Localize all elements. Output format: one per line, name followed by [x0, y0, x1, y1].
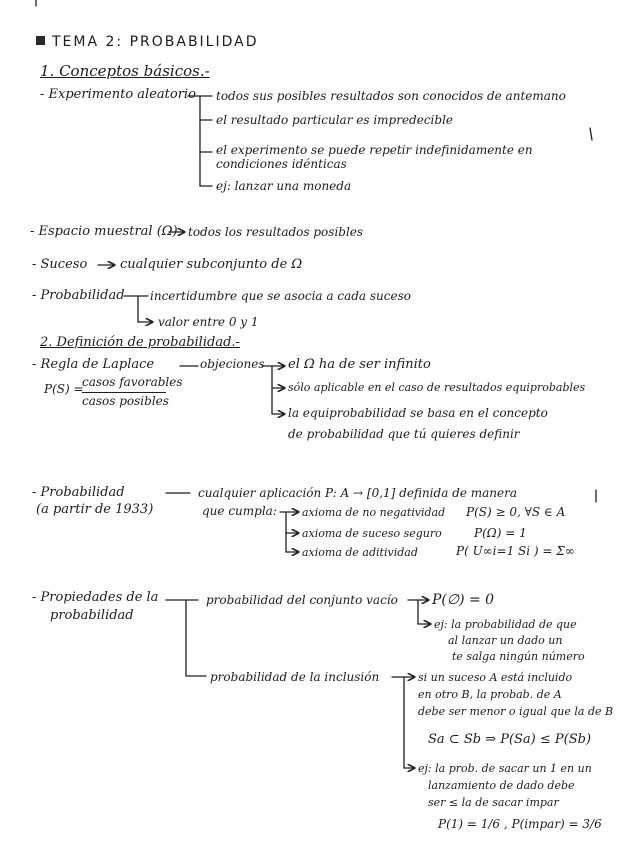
- suceso-label: - Suceso: [32, 257, 88, 272]
- inclusion-example-2: lanzamiento de dado debe: [428, 779, 575, 792]
- laplace-numerator: casos favorables: [82, 375, 183, 389]
- inclusion-example-1: ej: la prob. de sacar un 1 en un: [418, 762, 592, 775]
- kolmogorov-def-2: que cumpla:: [202, 504, 277, 518]
- section-1-heading: 1. Conceptos básicos.-: [40, 62, 210, 80]
- experimento-example: ej: lanzar una moneda: [216, 179, 352, 193]
- vacio-example-3: te salga ningún número: [452, 650, 585, 663]
- axiom-3-expr: P( U∞i=1 Si ) = Σ∞: [456, 544, 575, 558]
- kolmogorov-def-1: cualquier aplicación P: A → [0,1] definida de manera: [198, 486, 518, 500]
- experimento-label: - Experimento aleatorio: [40, 87, 196, 102]
- inclusion-text-1: si un suceso A está incluido: [418, 671, 573, 684]
- vacio-example-2: al lanzar un dado un: [448, 634, 563, 647]
- kolmogorov-label-2: (a partir de 1933): [36, 502, 154, 517]
- section-2-heading: 2. Definición de probabilidad.-: [40, 335, 240, 350]
- laplace-objection-3: la equiprobabilidad se basa en el concepto: [288, 406, 548, 420]
- inclusion-label: probabilidad de la inclusión: [210, 670, 380, 684]
- vacio-expr: P(∅) = 0: [432, 592, 495, 608]
- axiom-2-name: axioma de suceso seguro: [302, 527, 442, 540]
- experimento-item-1: todos sus posibles resultados son conocidos de antemano: [216, 89, 566, 103]
- experimento-item-3b: condiciones idénticas: [216, 157, 347, 171]
- axiom-1-name: axioma de no negatividad: [302, 506, 446, 519]
- inclusion-text-3: debe ser menor o igual que la de B: [418, 705, 614, 718]
- vacio-example-1: ej: la probabilidad de que: [434, 618, 577, 631]
- probabilidad-item-2: valor entre 0 y 1: [158, 315, 259, 329]
- laplace-objection-1: el Ω ha de ser infinito: [288, 357, 431, 372]
- vacio-label: probabilidad del conjunto vacío: [206, 593, 398, 607]
- experimento-item-3: el experimento se puede repetir indefinidamente en: [216, 143, 533, 157]
- page-title: TEMA 2: PROBABILIDAD: [52, 34, 259, 50]
- laplace-formula-lhs: P(S) =: [44, 382, 84, 396]
- laplace-objection-2: sólo aplicable en el caso de resultados equiprobables: [288, 381, 586, 394]
- laplace-objection-3b: de probabilidad que tú quieres definir: [288, 427, 520, 441]
- kolmogorov-label-1: - Probabilidad: [32, 485, 125, 500]
- espacio-muestral-def: todos los resultados posibles: [188, 225, 364, 239]
- objeciones-label: objeciones: [200, 357, 265, 371]
- axiom-1-expr: P(S) ≥ 0, ∀S ∈ A: [466, 505, 566, 519]
- inclusion-text-2: en otro B, la probab. de A: [418, 688, 562, 701]
- laplace-label: - Regla de Laplace: [32, 357, 155, 372]
- probabilidad-item-1: incertidumbre que se asocia a cada suceso: [150, 289, 411, 303]
- probabilidad-label: - Probabilidad: [32, 288, 125, 303]
- inclusion-example-3: ser ≤ la de sacar impar: [428, 796, 559, 809]
- espacio-muestral-label: - Espacio muestral (Ω): [30, 224, 178, 239]
- inclusion-expr: Sa ⊂ Sb ⇒ P(Sa) ≤ P(Sb): [428, 732, 592, 747]
- suceso-def: cualquier subconjunto de Ω: [120, 257, 303, 272]
- laplace-fraction-line: [82, 392, 166, 393]
- axiom-3-name: axioma de aditividad: [302, 546, 418, 559]
- inclusion-example-4: P(1) = 1/6 , P(impar) = 3/6: [438, 817, 602, 831]
- propiedades-label-2: probabilidad: [50, 608, 134, 623]
- experimento-item-2: el resultado particular es impredecible: [216, 113, 454, 127]
- propiedades-label-1: - Propiedades de la: [32, 590, 159, 605]
- laplace-denominator: casos posibles: [82, 394, 169, 408]
- axiom-2-expr: P(Ω) = 1: [474, 526, 527, 540]
- title-bullet-icon: [36, 36, 45, 45]
